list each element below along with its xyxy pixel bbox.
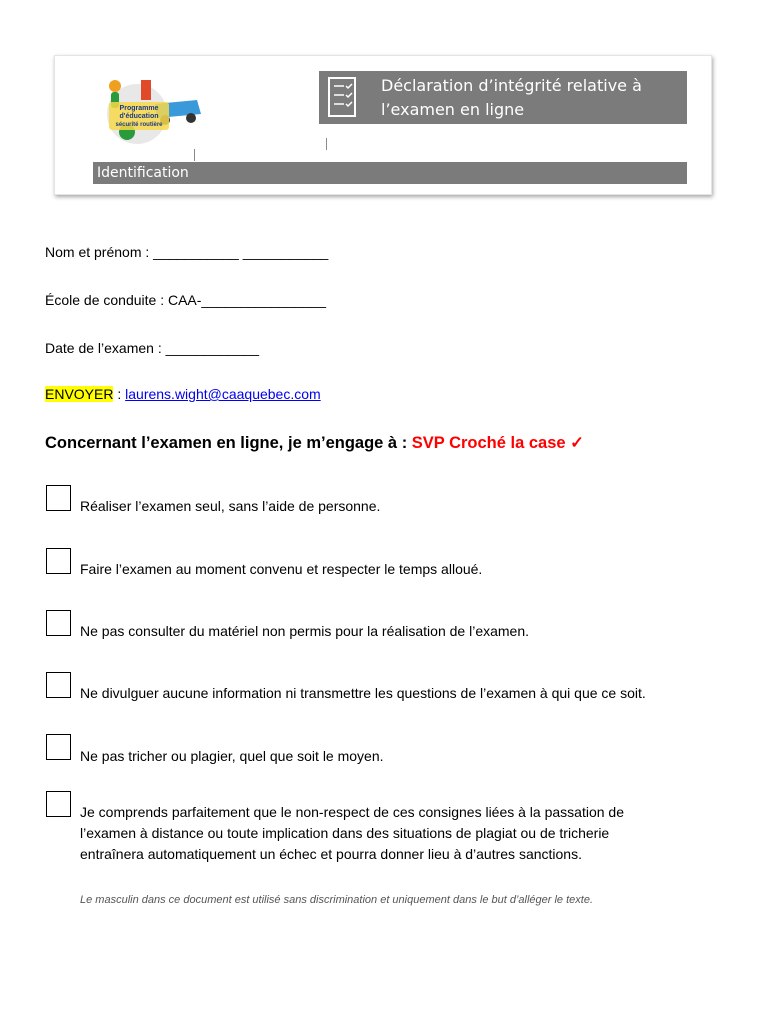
logo-line-1: Programme (119, 105, 159, 112)
name-field[interactable]: Nom et prénom : ___________ ___________ (45, 244, 329, 260)
email-link[interactable]: laurens.wight@caaquebec.com (125, 386, 321, 402)
header-card (54, 55, 712, 195)
commitment-checkbox-6[interactable] (46, 791, 71, 817)
commitment-item-6 (80, 802, 720, 865)
school-field[interactable]: École de conduite : CAA-________________ (45, 292, 326, 308)
commitment-item-2: Faire l’examen au moment convenu et respecter le temps alloué. (80, 561, 483, 577)
checklist-icon (327, 76, 357, 118)
commitment-checkbox-3[interactable] (46, 610, 71, 636)
title-bar (319, 71, 687, 124)
commitment-item-6-line-1: Je comprends parfaitement que le non-respect de ces consignes liées à la passation de (80, 804, 624, 820)
check-instruction: SVP Croché la case ✓ (411, 434, 584, 452)
identification-bar: Identification (93, 162, 687, 184)
commitment-item-6-line-2: l’examen à distance ou toute implication dans des situations de plagiat ou de tricherie (80, 825, 610, 841)
title-line-1: Déclaration d’intégrité relative à (381, 76, 642, 95)
exam-date-field[interactable]: Date de l’examen : ____________ (45, 340, 260, 356)
commitment-item-3: Ne pas consulter du matériel non permis pour la réalisation de l’examen. (80, 623, 530, 639)
title-line-2: l’examen en ligne (381, 100, 525, 119)
divider-tick (326, 138, 327, 150)
commitment-checkbox-4[interactable] (46, 672, 71, 698)
send-to-line (45, 385, 321, 403)
logo-line-3: sécurité routière (115, 122, 163, 128)
program-logo (97, 70, 205, 148)
commitment-item-5: Ne pas tricher ou plagier, quel que soit le moyen. (80, 748, 384, 764)
commitment-heading-text: Concernant l’examen en ligne, je m’engage à : (45, 434, 412, 452)
commitment-item-4: Ne divulguer aucune information ni transmettre les questions de l’examen à qui que ce soit. (80, 685, 646, 701)
commitment-checkbox-1[interactable] (46, 485, 71, 511)
envoyer-separator: : (113, 386, 126, 402)
divider-tick (194, 149, 195, 161)
logo-line-2: d'éducation (119, 113, 159, 120)
document-title (381, 74, 681, 122)
footnote: Le masculin dans ce document est utilisé sans discrimination et uniquement dans le but d’alléger le texte. (80, 894, 594, 906)
commitment-heading (45, 433, 584, 453)
commitment-item-1: Réaliser l’examen seul, sans l’aide de personne. (80, 498, 381, 514)
commitment-checkbox-5[interactable] (46, 734, 71, 760)
envoyer-label: ENVOYER (45, 386, 114, 402)
commitment-item-6-line-3: entraînera automatiquement un échec et pourra donner lieu à d’autres sanctions. (80, 846, 582, 862)
commitment-checkbox-2[interactable] (46, 548, 71, 574)
